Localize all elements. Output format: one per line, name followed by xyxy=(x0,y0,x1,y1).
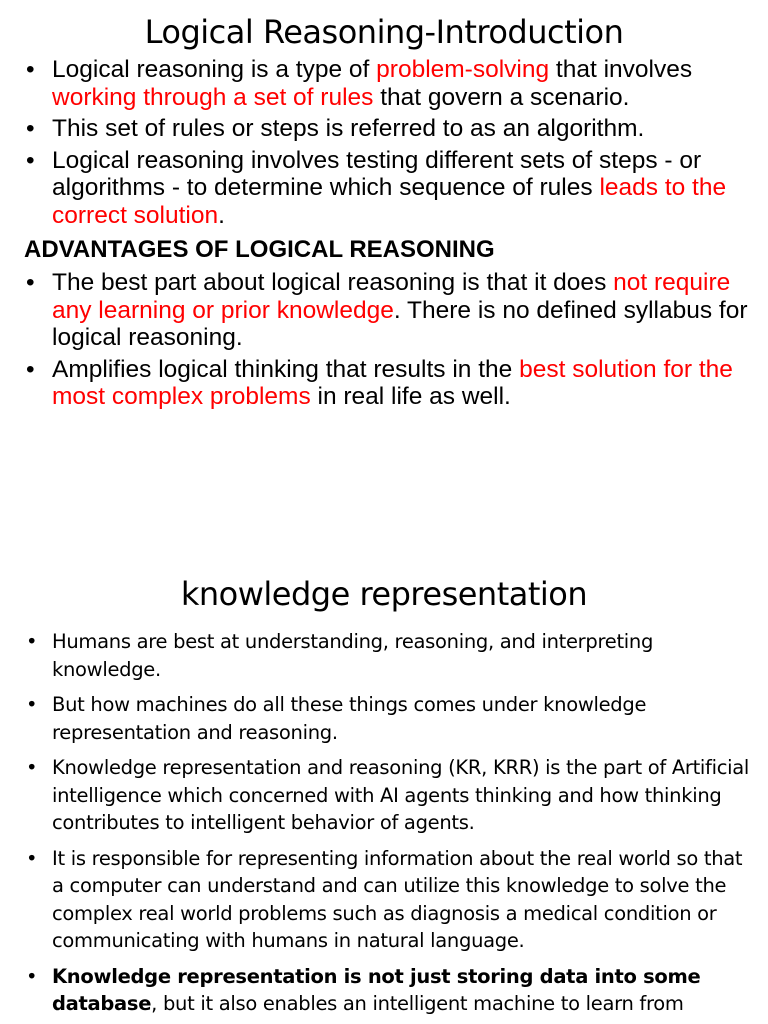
bullet-dot-icon: • xyxy=(26,355,35,383)
slide-title: Logical Reasoning-Introduction xyxy=(144,13,624,51)
advantages-heading: ADVANTAGES OF LOGICAL REASONING xyxy=(24,236,495,263)
bullet-dot-icon: • xyxy=(26,56,35,83)
list-item xyxy=(26,845,754,955)
bullet-text: . There is no defined syllabus for logical reasoning. xyxy=(52,296,748,351)
bold-text: Knowledge representation is not just storing data into some database xyxy=(52,964,701,1015)
bullet-text: Logical reasoning involves testing different sets of steps - or algorithms - to determine which sequence of rules xyxy=(52,146,702,201)
bullet-dot-icon: • xyxy=(26,630,38,653)
bullet-text: The best part about logical reasoning is that it does xyxy=(52,269,614,296)
bullet-text: This set of rules or steps is referred to as an algorithm. xyxy=(52,115,645,142)
list-item xyxy=(26,115,752,143)
bullet-dot-icon: • xyxy=(26,756,38,779)
bullet-dot-icon: • xyxy=(26,846,38,870)
kr-bullet-list xyxy=(26,628,754,1018)
slide-title: knowledge representation xyxy=(180,575,588,613)
bullet-dot-icon: • xyxy=(26,693,38,716)
highlighted-text: best solution for the most complex problems xyxy=(52,355,733,410)
bullet-text: Humans are best at understanding, reasoning, and interpreting knowledge. xyxy=(52,630,654,681)
bullet-text: It is responsible for representing information about the real world so that a computer can understand and can utilize this knowledge to solve the complex real world problems such as diagnosis a medical condition or communicating with humans in natural language. xyxy=(52,846,743,952)
list-item xyxy=(26,356,752,411)
list-item xyxy=(26,628,754,683)
highlighted-text: leads to the correct solution xyxy=(52,174,727,229)
bullet-text: . xyxy=(218,201,225,229)
list-item xyxy=(26,147,752,230)
bullet-text: that govern a scenario. xyxy=(373,83,630,111)
highlighted-text: not require any learning or prior knowledge xyxy=(52,269,731,324)
list-item xyxy=(26,691,754,746)
bullet-dot-icon: • xyxy=(26,269,35,296)
list-item xyxy=(26,56,752,111)
advantages-bullet-list xyxy=(26,269,752,411)
list-item xyxy=(26,754,754,837)
bullet-text: But how machines do all these things comes under knowledge representation and reasoning. xyxy=(52,693,647,744)
bullet-dot-icon: • xyxy=(26,146,35,174)
bullet-text: Logical reasoning is a type of xyxy=(52,56,377,83)
bullet-text: Amplifies logical thinking that results in the xyxy=(52,355,520,383)
highlighted-text: problem-solving xyxy=(376,56,550,83)
bullet-text: Knowledge representation and reasoning (KR, KRR) is the part of Artificial intelligence which concerned with AI agents thinking and how thinking contributes to intelligent behavior of agents. xyxy=(52,756,750,834)
bullet-dot-icon: • xyxy=(26,115,35,142)
bullet-dot-icon: • xyxy=(26,964,38,988)
slide-knowledge-representation xyxy=(0,560,768,1024)
bullet-text: , but it also enables an intelligent machine to learn from xyxy=(151,992,684,1015)
bullet-text: that involves xyxy=(549,56,693,83)
list-item xyxy=(26,963,754,1018)
highlighted-text: working through a set of rules xyxy=(52,83,374,111)
intro-bullet-list xyxy=(26,56,752,229)
list-item xyxy=(26,269,752,352)
bullet-text: in real life as well. xyxy=(310,383,511,410)
